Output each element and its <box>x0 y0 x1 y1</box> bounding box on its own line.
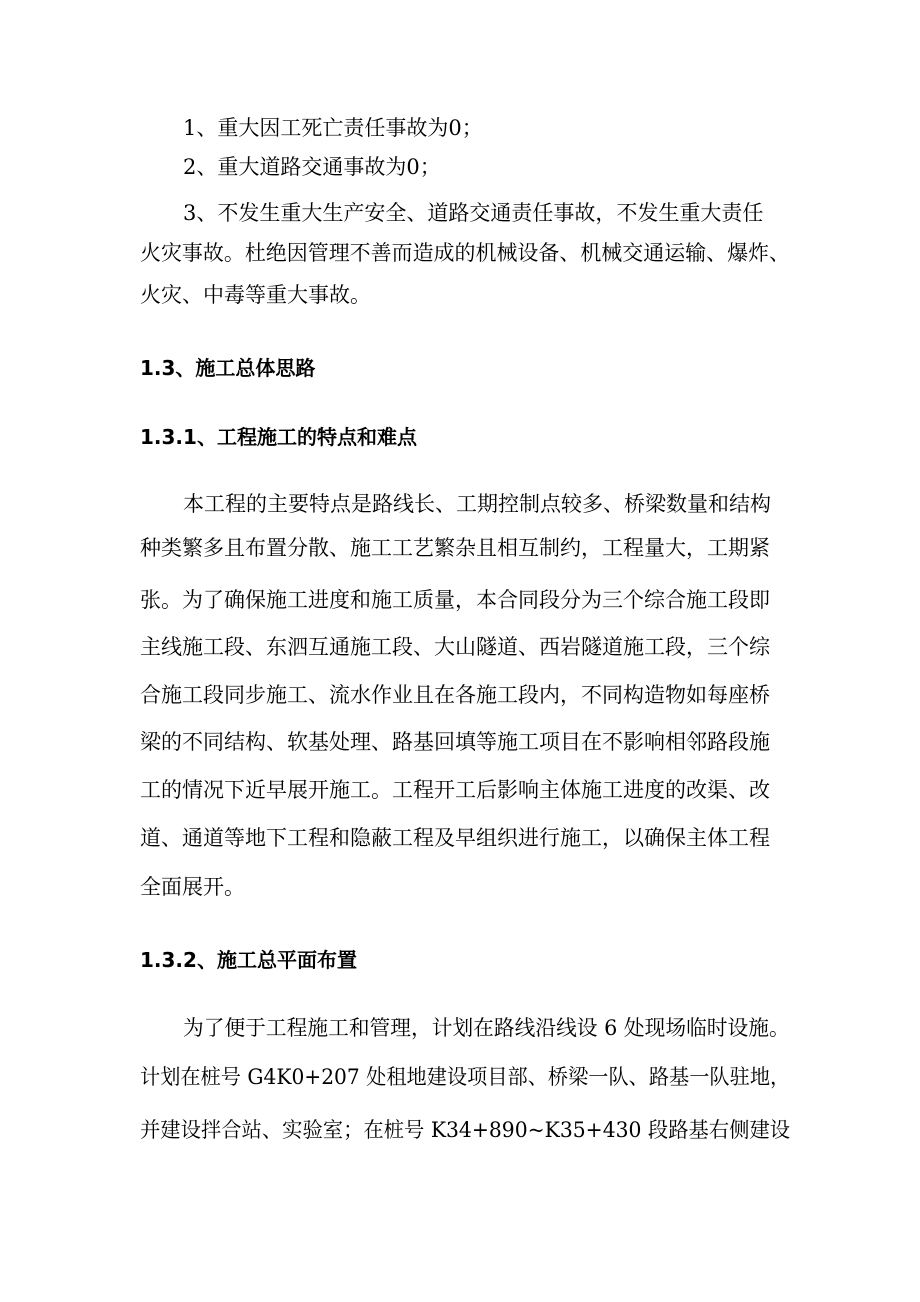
section-1-3-1-para-line-5: 合施工段同步施工、流水作业且在各施工段内，不同构造物如每座桥 <box>140 683 770 707</box>
section-1-3-heading: 1.3、施工总体思路 <box>140 356 316 380</box>
section-1-3-2-para-line-1: 为了便于工程施工和管理，计划在路线沿线设 6 处现场临时设施。 <box>183 1016 790 1040</box>
section-1-3-2-para-line-3: 并建设拌合站、实验室；在桩号 K34+890~K35+430 段路基右侧建设 <box>140 1118 791 1142</box>
section-1-3-1-para-line-7: 工的情况下近早展开施工。工程开工后影响主体施工进度的改渠、改 <box>140 778 770 802</box>
section-1-3-1-para-line-3: 张。为了确保施工进度和施工质量，本合同段分为三个综合施工段即 <box>140 588 770 612</box>
section-1-3-1-para-line-2: 种类繁多且布置分散、施工工艺繁杂且相互制约，工程量大，工期紧 <box>140 536 770 560</box>
goal-item-3-line-2: 火灾事故。杜绝因管理不善而造成的机械设备、机械交通运输、爆炸、 <box>140 241 790 265</box>
goal-item-2: 2、重大道路交通事故为0； <box>183 155 441 179</box>
goal-item-1: 1、重大因工死亡责任事故为0； <box>183 116 483 140</box>
section-1-3-1-para-line-1: 本工程的主要特点是路线长、工期控制点较多、桥梁数量和结构 <box>183 492 771 516</box>
section-1-3-2-para-line-2: 计划在桩号 G4K0+207 处租地建设项目部、桥梁一队、路基一队驻地， <box>140 1065 791 1089</box>
section-1-3-1-heading: 1.3.1、工程施工的特点和难点 <box>140 425 417 449</box>
goal-item-3-line-1: 3、不发生重大生产安全、道路交通责任事故，不发生重大责任 <box>183 201 764 225</box>
section-1-3-2-heading: 1.3.2、施工总平面布置 <box>140 948 357 972</box>
section-1-3-1-para-line-4: 主线施工段、东泗互通施工段、大山隧道、西岩隧道施工段，三个综 <box>140 635 770 659</box>
section-1-3-1-para-line-6: 梁的不同结构、软基处理、路基回填等施工项目在不影响相邻路段施 <box>140 730 770 754</box>
section-1-3-1-para-line-9: 全面展开。 <box>140 875 245 899</box>
goal-item-3-line-3: 火灾、中毒等重大事故。 <box>140 283 371 307</box>
section-1-3-1-para-line-8: 道、通道等地下工程和隐蔽工程及早组织进行施工，以确保主体工程 <box>140 826 770 850</box>
